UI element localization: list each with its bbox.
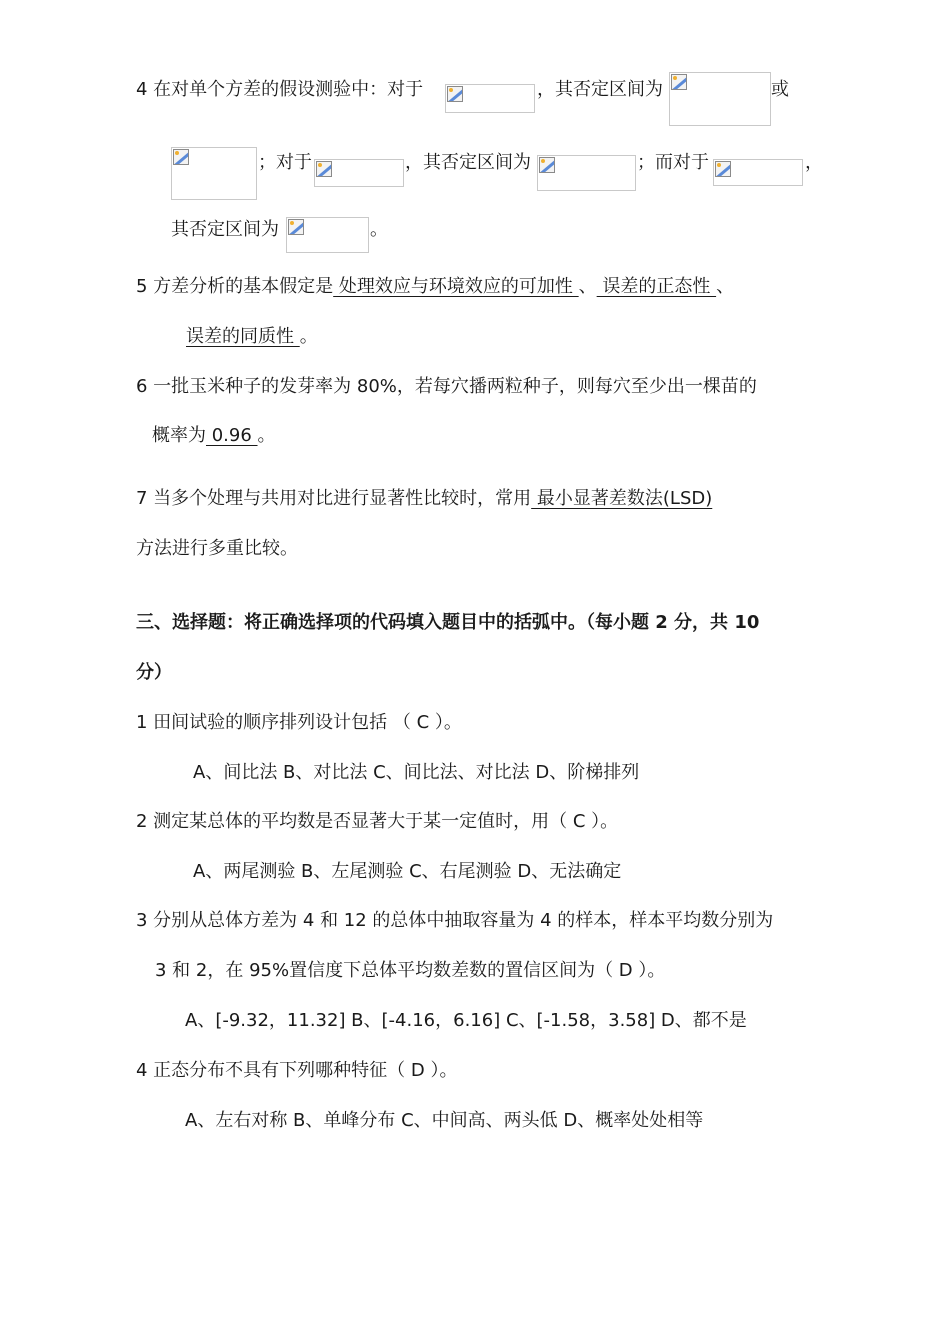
q6-answer: 0.96 xyxy=(206,425,258,446)
q4-text-2: ，其否定区间为 xyxy=(537,79,663,100)
section-heading: 三、选择题：将正确选择项的代码填入题目中的括弧中。（每小题 2 分，共 10 xyxy=(136,612,760,633)
q4-text-4: ；对于 xyxy=(258,152,312,173)
broken-image-icon xyxy=(173,149,189,165)
q4-text-9: 。 xyxy=(370,219,388,240)
formula-image xyxy=(286,217,369,253)
mc-question-1: 1 田间试验的顺序排列设计包括 （ C ）。 xyxy=(136,712,462,733)
q5-sep-1: 、 xyxy=(578,276,597,297)
q5-sep-2: 、 xyxy=(716,276,735,297)
q6-line-2 xyxy=(152,424,276,448)
q4-text-5: ，其否定区间为 xyxy=(405,152,531,173)
broken-image-icon xyxy=(447,86,463,102)
formula-image xyxy=(669,72,771,126)
mc-question-2: 2 测定某总体的平均数是否显著大于某一定值时，用（ C ）。 xyxy=(136,811,619,832)
q6-prefix: 概率为 xyxy=(152,425,206,446)
q5-end: 。 xyxy=(299,326,318,347)
q7-answer: 最小显著差数法(LSD) xyxy=(531,488,713,509)
formula-image xyxy=(445,84,535,113)
broken-image-icon xyxy=(715,161,731,177)
q7-prefix: 7 当多个处理与共用对比进行显著性比较时，常用 xyxy=(136,488,532,509)
q5-answer-2: 误差的正态性 xyxy=(596,276,717,297)
broken-image-icon xyxy=(316,161,332,177)
mc-question-3: 3 分别从总体方差为 4 和 12 的总体中抽取容量为 4 的样本，样本平均数分别为 xyxy=(136,910,774,931)
q5-answer-1: 处理效应与环境效应的可加性 xyxy=(333,276,579,297)
broken-image-icon xyxy=(288,219,304,235)
q4-text-1: 4 在对单个方差的假设测验中：对于 xyxy=(136,79,424,100)
q7-line-1 xyxy=(136,487,712,511)
q6-end: 。 xyxy=(257,425,276,446)
mc-options-3: A、[-9.32，11.32] B、[-4.16，6.16] C、[-1.58，3.58] D、都不是 xyxy=(185,1010,747,1031)
mc-options-1: A、间比法 B、对比法 C、间比法、对比法 D、阶梯排列 xyxy=(193,762,640,783)
section-heading-cont: 分） xyxy=(136,662,172,683)
q5-prefix: 5 方差分析的基本假定是 xyxy=(136,276,334,297)
formula-image xyxy=(537,155,636,191)
q4-text-3: 或 xyxy=(771,79,789,100)
formula-image xyxy=(713,159,803,186)
q4-text-7: ， xyxy=(805,152,823,173)
formula-image xyxy=(171,147,257,200)
mc-options-4: A、左右对称 B、单峰分布 C、中间高、两头低 D、概率处处相等 xyxy=(185,1110,704,1131)
mc-options-2: A、两尾测验 B、左尾测验 C、右尾测验 D、无法确定 xyxy=(193,861,622,882)
q4-text-6: ；而对于 xyxy=(637,152,709,173)
q7-line-2: 方法进行多重比较。 xyxy=(136,538,298,559)
broken-image-icon xyxy=(539,157,555,173)
mc-question-4: 4 正态分布不具有下列哪种特征（ D ）。 xyxy=(136,1060,458,1081)
broken-image-icon xyxy=(671,74,687,90)
formula-image xyxy=(314,159,404,187)
q5-line-1 xyxy=(136,275,734,299)
q4-text-8: 其否定区间为 xyxy=(171,219,279,240)
q5-answer-3: 误差的同质性 xyxy=(186,326,300,347)
q6-line-1: 6 一批玉米种子的发芽率为 80%，若每穴播两粒种子，则每穴至少出一棵苗的 xyxy=(136,376,757,397)
mc-question-3-cont: 3 和 2，在 95%置信度下总体平均数差数的置信区间为（ D ）。 xyxy=(155,960,666,981)
q5-line-2 xyxy=(186,325,318,349)
